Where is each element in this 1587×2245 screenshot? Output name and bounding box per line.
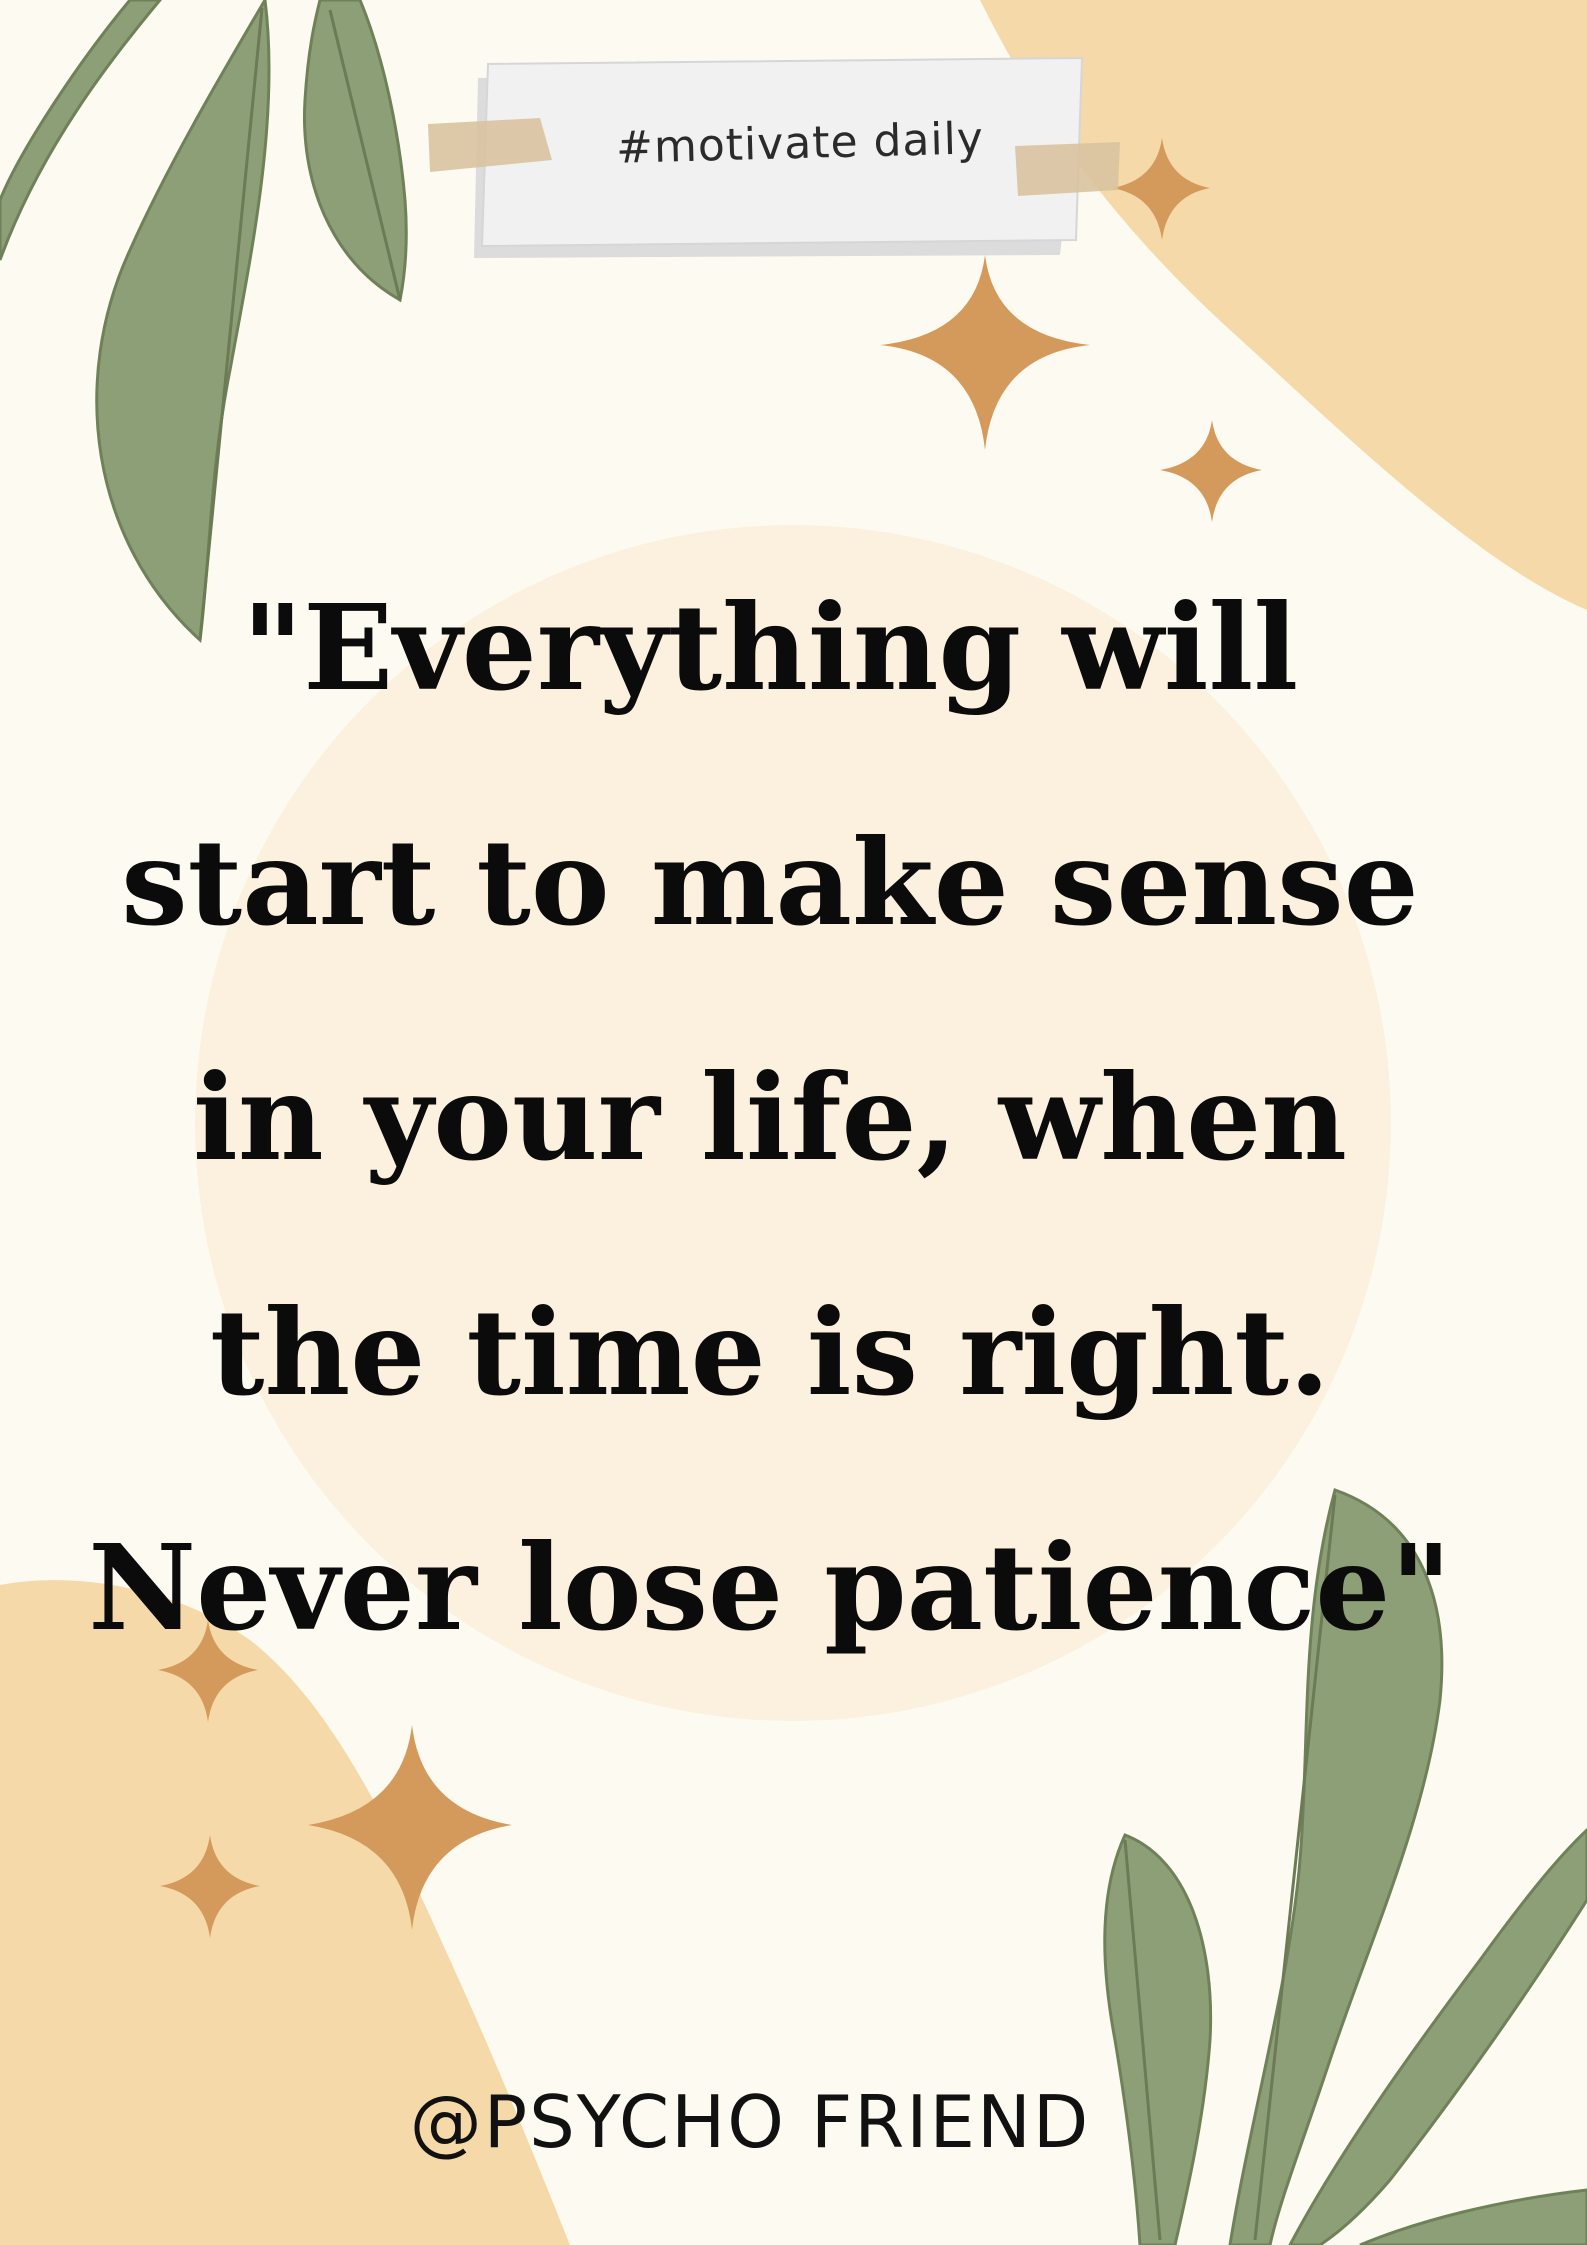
quote-text <box>80 530 1460 1705</box>
author-handle: @PSYCHO FRIEND <box>409 2080 1091 2164</box>
quote-line: the time is right. <box>209 1283 1331 1422</box>
hashtag-label: #motivate daily <box>615 113 985 174</box>
quote-line: Never lose patience" <box>88 1518 1452 1657</box>
quote-line: start to make sense <box>121 813 1419 952</box>
quote-line: in your life, when <box>193 1048 1347 1187</box>
quote-line: "Everything will <box>241 578 1299 717</box>
